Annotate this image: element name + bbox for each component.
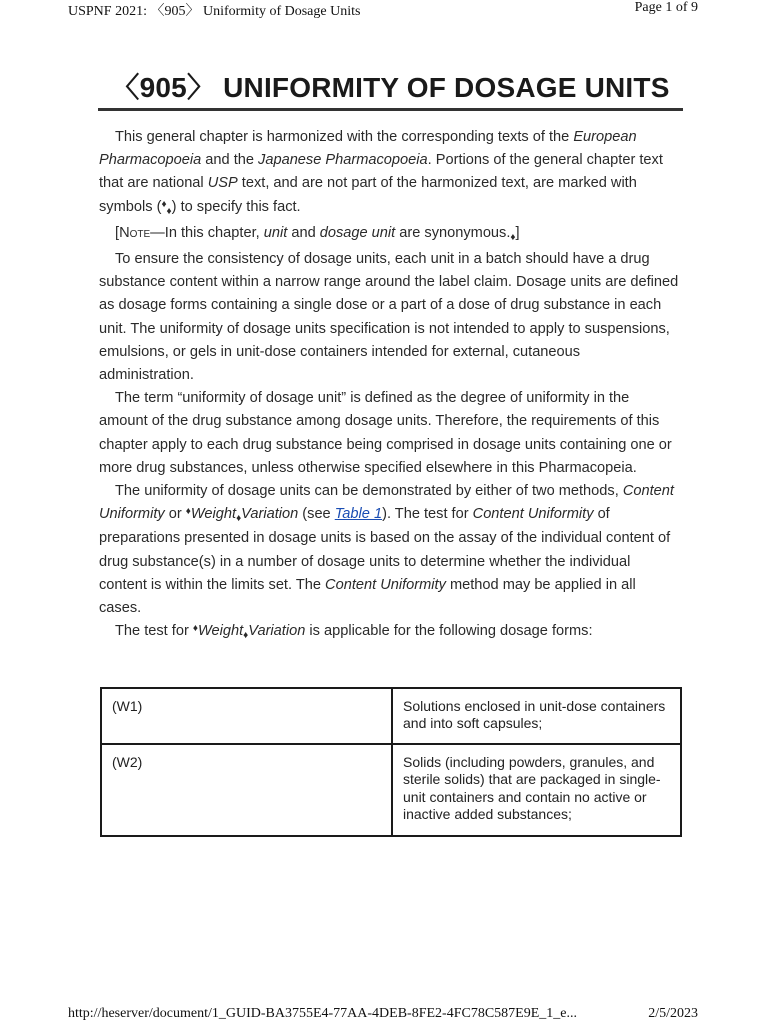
header-page-number: Page 1 of 9: [634, 0, 698, 15]
intro-paragraph: [99, 126, 679, 220]
italic-text: Content Uniformity: [472, 506, 594, 523]
text: —In this chapter,: [150, 224, 264, 241]
diamond-close-icon: ♦: [236, 513, 242, 525]
diamond-close-icon: ♦: [166, 205, 172, 217]
diamond-close-icon: ♦: [243, 630, 249, 642]
text: are synonymous.: [395, 224, 511, 241]
dosage-code-cell: (W2): [101, 744, 392, 836]
diamond-open-icon: ♦: [185, 506, 191, 518]
italic-text: Variation: [241, 506, 299, 523]
table-row: [101, 688, 681, 744]
footer-date: 2/5/2023: [648, 1006, 698, 1021]
text: of preparations presented in dosage units is based on the assay of the individual content of drug substance(s) in a number of dosage units to determine whether the individual content is within the limits set. The: [99, 506, 671, 593]
text: [: [115, 224, 120, 241]
text: and: [287, 224, 320, 241]
text: and the: [201, 152, 259, 169]
text: This general chapter is harmonized with the corresponding texts of the: [115, 129, 574, 145]
text: The test for: [115, 623, 193, 640]
text: . Portions of the general chapter text that are national: [99, 152, 663, 192]
title-divider: [98, 108, 683, 111]
footer-url: http://heserver/document/1_GUID-BA3755E4-77AA-4DEB-8FE2-4FC78C587E9E_1_e...: [68, 1006, 577, 1021]
text: or: [164, 506, 186, 523]
italic-text: Weight: [197, 623, 244, 640]
text: ). The test for: [382, 506, 473, 523]
italic-text: Variation: [248, 623, 306, 640]
text: ]: [515, 224, 520, 241]
italic-text: European Pharmacopoeia: [99, 129, 637, 169]
italic-text: Japanese Pharmacopoeia: [258, 152, 428, 169]
diamond-close-icon: ♦: [510, 231, 516, 243]
document-body: [99, 126, 679, 644]
dosage-description-cell: Solutions enclosed in unit-dose containers and into soft capsules;: [392, 688, 681, 744]
page-title: 〈905〉 UNIFORMITY OF DOSAGE UNITS: [111, 72, 670, 103]
diamond-open-icon: ♦: [161, 198, 167, 210]
text: The uniformity of dosage units can be demonstrated by either of two methods,: [115, 483, 623, 500]
definition-paragraph: The term “uniformity of dosage unit” is defined as the degree of uniformity in the amount of the drug substance among dosage units. Therefore, the requirements of this chapter apply to each drug substance being comprised in dosage units containing one or more drug substances, unless otherwise specified elsewhere in this Pharmacopeia.: [99, 390, 672, 476]
text: text, and are not part of the harmonized text, are marked with symbols (: [99, 175, 637, 215]
dosage-description-cell: Solids (including powders, granules, and sterile solids) that are packaged in single-unit containers and contain no active or inactive added substances;: [392, 744, 681, 836]
italic-text: dosage unit: [319, 224, 396, 241]
italic-text: unit: [263, 224, 288, 241]
text: method may be applied in all cases.: [99, 576, 636, 617]
weight-variation-paragraph: [99, 620, 679, 644]
diamond-open-icon: ♦: [192, 623, 198, 635]
header-document-title: USPNF 2021: 〈905〉 Uniformity of Dosage Units: [68, 4, 361, 19]
methods-paragraph: [99, 480, 679, 620]
dosage-forms-table: [100, 687, 682, 837]
table-1-link[interactable]: Table 1: [334, 506, 383, 523]
table-row: [101, 744, 681, 836]
consistency-paragraph: To ensure the consistency of dosage units, each unit in a batch should have a drug substance content within a narrow range around the label claim. Dosage units are defined as dosage forms containing a single dose or a part of a dose of drug substance in each unit. The uniformity of dosage units specification is not intended to apply to suspensions, emulsions, or gels in unit-dose containers intended for external, cutaneous administration.: [99, 251, 679, 384]
italic-text: Content Uniformity: [99, 483, 674, 523]
text: (see: [298, 506, 335, 523]
dosage-code-cell: (W1): [101, 688, 392, 744]
italic-text: Content Uniformity: [325, 576, 446, 593]
italic-text: USP: [207, 175, 238, 192]
text: is applicable for the following dosage forms:: [305, 623, 593, 640]
note-paragraph: [99, 222, 679, 246]
note-label: Note: [119, 224, 151, 241]
italic-text: Weight: [190, 506, 237, 523]
text: ) to specify this fact.: [171, 198, 301, 215]
page-header: [68, 0, 698, 20]
